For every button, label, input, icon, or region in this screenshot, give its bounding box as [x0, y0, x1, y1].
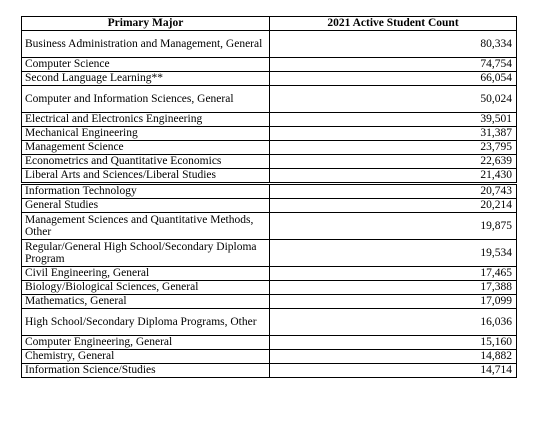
count-cell: 66,054	[270, 72, 517, 86]
table-row	[22, 281, 517, 295]
major-cell: Business Administration and Management, General	[22, 31, 270, 58]
count-cell: 19,875	[270, 213, 517, 240]
major-cell: Mathematics, General	[22, 295, 270, 309]
header-primary-major: Primary Major	[22, 17, 270, 31]
major-cell: Computer Engineering, General	[22, 336, 270, 350]
majors-table-container	[21, 16, 517, 378]
table-row	[22, 213, 517, 240]
count-cell: 39,501	[270, 113, 517, 127]
major-cell: Computer and Information Sciences, General	[22, 86, 270, 113]
major-cell: High School/Secondary Diploma Programs, Other	[22, 309, 270, 336]
count-cell: 74,754	[270, 58, 517, 72]
major-cell: Information Science/Studies	[22, 364, 270, 378]
table-row	[22, 240, 517, 267]
count-cell: 31,387	[270, 127, 517, 141]
major-cell: Mechanical Engineering	[22, 127, 270, 141]
major-cell: Liberal Arts and Sciences/Liberal Studies	[22, 169, 270, 184]
major-cell: Computer Science	[22, 58, 270, 72]
table-row	[22, 336, 517, 350]
major-cell: Electrical and Electronics Engineering	[22, 113, 270, 127]
count-cell: 23,795	[270, 141, 517, 155]
table-row	[22, 127, 517, 141]
table-row	[22, 155, 517, 169]
table-row	[22, 199, 517, 213]
count-cell: 17,388	[270, 281, 517, 295]
major-cell: Regular/General High School/Secondary Diploma Program	[22, 240, 270, 267]
count-cell: 15,160	[270, 336, 517, 350]
major-cell: Econometrics and Quantitative Economics	[22, 155, 270, 169]
count-cell: 22,639	[270, 155, 517, 169]
count-cell: 17,099	[270, 295, 517, 309]
count-cell: 16,036	[270, 309, 517, 336]
major-cell: Civil Engineering, General	[22, 267, 270, 281]
table-row	[22, 295, 517, 309]
major-cell: Management Science	[22, 141, 270, 155]
table-row	[22, 364, 517, 378]
table-row	[22, 267, 517, 281]
major-cell: Information Technology	[22, 184, 270, 199]
count-cell: 19,534	[270, 240, 517, 267]
table-header-row	[22, 17, 517, 31]
count-cell: 80,334	[270, 31, 517, 58]
table-row	[22, 169, 517, 184]
table-row	[22, 58, 517, 72]
table-row	[22, 31, 517, 58]
table-row	[22, 72, 517, 86]
count-cell: 50,024	[270, 86, 517, 113]
major-cell: General Studies	[22, 199, 270, 213]
majors-table	[21, 16, 517, 378]
table-row	[22, 86, 517, 113]
table-row	[22, 309, 517, 336]
table-row	[22, 184, 517, 199]
header-active-student-count: 2021 Active Student Count	[270, 17, 517, 31]
table-row	[22, 350, 517, 364]
count-cell: 17,465	[270, 267, 517, 281]
count-cell: 14,714	[270, 364, 517, 378]
table-row	[22, 141, 517, 155]
count-cell: 14,882	[270, 350, 517, 364]
major-cell: Biology/Biological Sciences, General	[22, 281, 270, 295]
major-cell: Chemistry, General	[22, 350, 270, 364]
count-cell: 21,430	[270, 169, 517, 184]
major-cell: Management Sciences and Quantitative Methods, Other	[22, 213, 270, 240]
table-row	[22, 113, 517, 127]
count-cell: 20,743	[270, 184, 517, 199]
major-cell: Second Language Learning**	[22, 72, 270, 86]
count-cell: 20,214	[270, 199, 517, 213]
